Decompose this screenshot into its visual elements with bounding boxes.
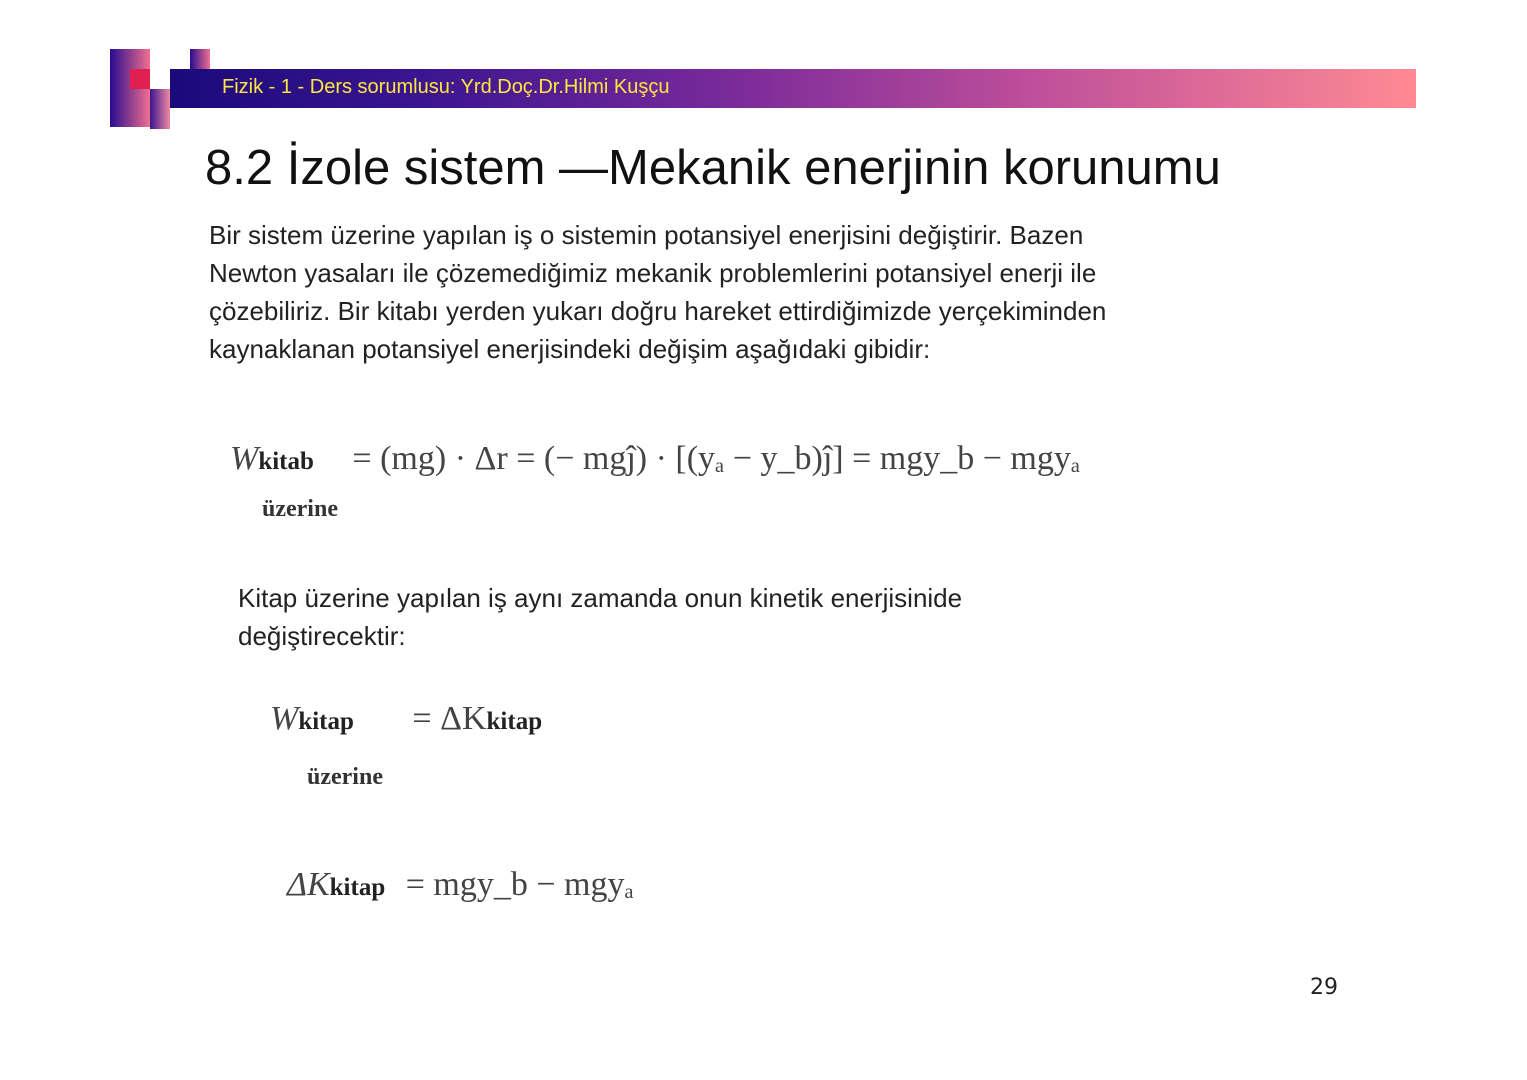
text-line: çözebiliriz. Bir kitabı yerden yukarı doğru hareket ettirdiğimizde yerçekiminden	[209, 296, 1107, 326]
text-line: Bir sistem üzerine yapılan iş o sistemin potansiyel enerjisini değiştirir. Bazen	[209, 220, 1084, 250]
eq-subscript: kitap	[329, 874, 386, 901]
eq-subscript: kitap	[486, 708, 543, 735]
equation-3	[287, 866, 634, 904]
eq-rhs: = ΔK	[412, 700, 487, 737]
course-header: Fizik - 1 - Ders sorumlusu: Yrd.Doç.Dr.Hilmi Kuşçu	[222, 76, 670, 98]
header-bar	[170, 69, 1416, 108]
eq2-subscript-2: üzerine	[307, 764, 383, 790]
text-line: değiştirecektir:	[238, 621, 406, 651]
equation-2	[270, 700, 542, 738]
eq-symbol: W	[230, 440, 259, 477]
slide-title: 8.2 İzole sistem —Mekanik enerjinin korunumu	[205, 141, 1221, 195]
page-number: 29	[1310, 975, 1338, 1000]
eq-rhs: = mgy_b − mgyₐ	[405, 866, 634, 903]
eq-subscript: kitab	[258, 448, 314, 475]
equation-1	[230, 440, 1080, 478]
eq-subscript: kitap	[298, 708, 354, 735]
paragraph-2	[238, 579, 962, 655]
text-line: kaynaklanan potansiyel enerjisindeki değişim aşağıdaki gibidir:	[209, 334, 931, 364]
text-line: Newton yasaları ile çözemediğimiz mekanik problemlerini potansiyel enerji ile	[209, 258, 1097, 288]
paragraph-1	[209, 216, 1106, 368]
eq1-subscript-2: üzerine	[262, 496, 338, 522]
eq-symbol: W	[270, 700, 299, 737]
eq-symbol: ΔK	[287, 866, 330, 903]
eq-rhs: = (mg) · Δr = (− mgĵ) · [(yₐ − y_b)ĵ] = mgy_b − mgyₐ	[352, 440, 1081, 477]
text-line: Kitap üzerine yapılan iş aynı zamanda onun kinetik enerjisinide	[238, 583, 963, 613]
